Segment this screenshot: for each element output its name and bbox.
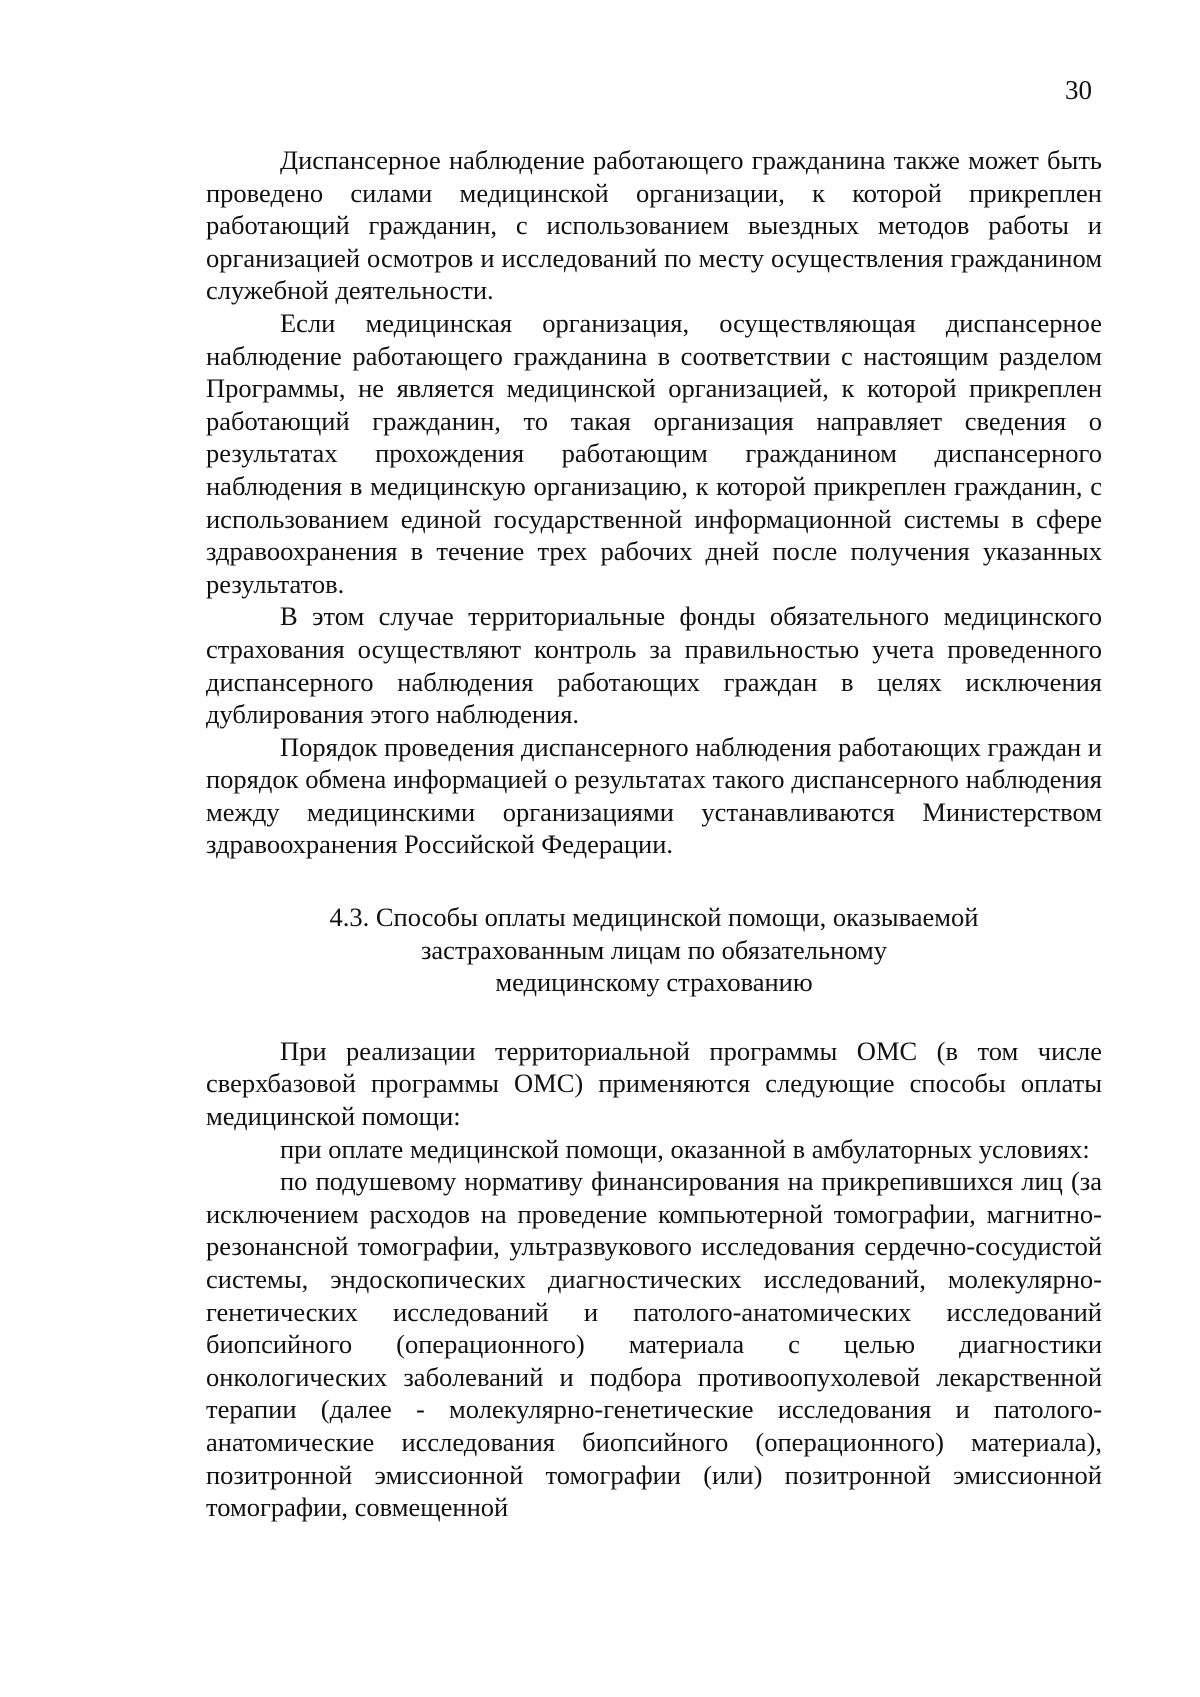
page-number: 30 (1065, 75, 1092, 105)
paragraph: по подушевому нормативу финансирования на прикрепившихся лиц (за исключением расходов на проведение компьютерной томографии, магнитно-резонансной томографии, ультразвукового исследования сердечно-сосудистой системы, эндоскопических диагностических исследований, молекулярно-генетических исследований и патолого-анатомических исследований биопсийного (операционного) материала с целью диагностики онкологических заболеваний и подбора противоопухолевой лекарственной терапии (далее - молекулярно-генетические исследования и патолого-анатомические исследования биопсийного (операционного) материала), позитронной эмиссионной томографии (или) позитронной эмиссионной томографии, совмещенной (206, 1166, 1102, 1523)
paragraph: при оплате медицинской помощи, оказанной в амбулаторных условиях: (280, 1133, 1090, 1164)
section-heading: 4.3. Способы оплаты медицинской помощи, оказываемой застрахованным лицам по обязательному медицинскому страхованию (329, 902, 979, 998)
document-body (206, 144, 1102, 1524)
paragraph: При реализации территориальной программы ОМС (в том числе сверхбазовой программы ОМС) применяются следующие способы оплаты медицинской помощи: (206, 1035, 1102, 1132)
paragraph: Порядок проведения диспансерного наблюдения работающих граждан и порядок обмена информацией о результатах такого диспансерного наблюдения между медицинскими организациями устанавливаются Министерством здравоохранения Российской Федерации. (206, 731, 1102, 860)
paragraph: Диспансерное наблюдение работающего гражданина также может быть проведено силами медицинской организации, к которой прикреплен работающий гражданин, с использованием выездных методов работы и организацией осмотров и исследований по месту осуществления гражданином служебной деятельности. (206, 145, 1102, 306)
paragraph: Если медицинская организация, осуществляющая диспансерное наблюдение работающего гражданина в соответствии с настоящим разделом Программы, не является медицинской организацией, к которой прикреплен работающий гражданин, то такая организация направляет сведения о результатах прохождения работающим гражданином диспансерного наблюдения в медицинскую организацию, к которой прикреплен гражданин, с использованием единой государственной информационной системы в сфере здравоохранения в течение трех рабочих дней после получения указанных результатов. (206, 307, 1102, 599)
paragraph: В этом случае территориальные фонды обязательного медицинского страхования осуществляют контроль за правильностью учета проведенного диспансерного наблюдения работающих граждан в целях исключения дублирования этого наблюдения. (206, 601, 1102, 730)
